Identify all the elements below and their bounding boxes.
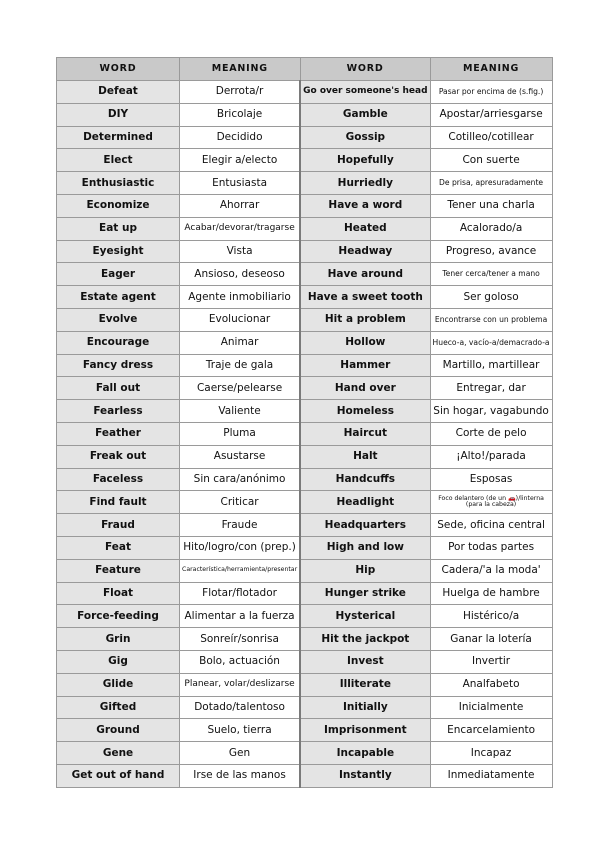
word-left-cell: Gig [57, 650, 180, 673]
word-right-cell: Hip [300, 559, 430, 582]
word-left-cell: Gene [57, 742, 180, 765]
meaning-right-cell: ¡Alto!/parada [430, 445, 552, 468]
table-row [57, 286, 553, 309]
meaning-right-cell: Esposas [430, 468, 552, 491]
word-left-cell: Eyesight [57, 240, 180, 263]
meaning-right-cell: Con suerte [430, 149, 552, 172]
word-right-cell: Hopefully [300, 149, 430, 172]
meaning-left-cell: Traje de gala [180, 354, 301, 377]
word-left-cell: Glide [57, 673, 180, 696]
word-right-cell: Hammer [300, 354, 430, 377]
meaning-right-cell: Martillo, martillear [430, 354, 552, 377]
meaning-right-cell: Sede, oficina central [430, 514, 552, 537]
meaning-left-cell: Ahorrar [180, 194, 301, 217]
meaning-left-cell: Decidido [180, 126, 301, 149]
table-row [57, 172, 553, 195]
word-right-cell: High and low [300, 536, 430, 559]
meaning-left-cell: Pluma [180, 422, 301, 445]
word-right-cell: Gamble [300, 103, 430, 126]
table-row [57, 605, 553, 628]
word-left-cell: Enthusiastic [57, 172, 180, 195]
meaning-right-cell: Encarcelamiento [430, 719, 552, 742]
table-row [57, 126, 553, 149]
meaning-left-cell: Dotado/talentoso [180, 696, 301, 719]
meaning-right-cell: Invertir [430, 650, 552, 673]
header-word-left: WORD [57, 58, 180, 81]
word-right-cell: Headquarters [300, 514, 430, 537]
meaning-left-cell: Criticar [180, 491, 301, 514]
meaning-right-cell: Sin hogar, vagabundo [430, 400, 552, 423]
meaning-right-cell: Histérico/a [430, 605, 552, 628]
meaning-right-cell: Analfabeto [430, 673, 552, 696]
meaning-right-cell: Incapaz [430, 742, 552, 765]
word-left-cell: Determined [57, 126, 180, 149]
word-right-cell: Invest [300, 650, 430, 673]
meaning-right-cell: Progreso, avance [430, 240, 552, 263]
meaning-right-cell: Acalorado/a [430, 217, 552, 240]
word-right-cell: Have a sweet tooth [300, 286, 430, 309]
meaning-right-cell: Corte de pelo [430, 422, 552, 445]
meaning-left-cell: Bolo, actuación [180, 650, 301, 673]
meaning-right-cell: Tener cerca/tener a mano [430, 263, 552, 286]
table-row [57, 696, 553, 719]
meaning-right-cell: Inmediatamente [430, 764, 552, 787]
meaning-left-cell: Sin cara/anónimo [180, 468, 301, 491]
meaning-left-cell: Derrota/r [180, 81, 301, 104]
meaning-right-cell: Ser goloso [430, 286, 552, 309]
word-left-cell: Eat up [57, 217, 180, 240]
word-left-cell: Economize [57, 194, 180, 217]
word-right-cell: Hit a problem [300, 308, 430, 331]
word-left-cell: Defeat [57, 81, 180, 104]
meaning-left-cell: Acabar/devorar/tragarse [180, 217, 301, 240]
word-left-cell: Freak out [57, 445, 180, 468]
word-right-cell: Instantly [300, 764, 430, 787]
table-row [57, 650, 553, 673]
word-left-cell: Fancy dress [57, 354, 180, 377]
meaning-left-cell: Característica/herramienta/presentar [180, 559, 301, 582]
table-row [57, 308, 553, 331]
meaning-left-cell: Animar [180, 331, 301, 354]
word-left-cell: Feather [57, 422, 180, 445]
meaning-left-cell: Asustarse [180, 445, 301, 468]
word-right-cell: Gossip [300, 126, 430, 149]
meaning-right-cell: Hueco-a, vacío-a/demacrado-a [430, 331, 552, 354]
word-left-cell: Fearless [57, 400, 180, 423]
meaning-right-cell: Foco delantero (de un 🚗)/linterna (para la cabeza) [430, 491, 552, 514]
header-row [57, 58, 553, 81]
word-right-cell: Go over someone's head [300, 81, 430, 104]
word-left-cell: Faceless [57, 468, 180, 491]
header-word-right: WORD [300, 58, 430, 81]
meaning-right-cell: Entregar, dar [430, 377, 552, 400]
header-meaning-right: MEANING [430, 58, 552, 81]
meaning-left-cell: Elegir a/electo [180, 149, 301, 172]
word-right-cell: Haircut [300, 422, 430, 445]
word-left-cell: Fraud [57, 514, 180, 537]
word-right-cell: Heated [300, 217, 430, 240]
word-left-cell: Ground [57, 719, 180, 742]
meaning-left-cell: Suelo, tierra [180, 719, 301, 742]
vocabulary-rows [57, 81, 553, 788]
word-right-cell: Hand over [300, 377, 430, 400]
word-right-cell: Hysterical [300, 605, 430, 628]
table-row [57, 354, 553, 377]
meaning-right-cell: Tener una charla [430, 194, 552, 217]
meaning-right-cell: Encontrarse con un problema [430, 308, 552, 331]
table-row [57, 628, 553, 651]
vocabulary-table [56, 57, 553, 788]
word-left-cell: Eager [57, 263, 180, 286]
table-row [57, 422, 553, 445]
meaning-left-cell: Planear, volar/deslizarse [180, 673, 301, 696]
table-row [57, 81, 553, 104]
word-right-cell: Initially [300, 696, 430, 719]
table-row [57, 582, 553, 605]
word-left-cell: Elect [57, 149, 180, 172]
word-left-cell: Evolve [57, 308, 180, 331]
table-row [57, 194, 553, 217]
table-row [57, 559, 553, 582]
table-row [57, 468, 553, 491]
word-right-cell: Incapable [300, 742, 430, 765]
word-left-cell: Encourage [57, 331, 180, 354]
table-row [57, 719, 553, 742]
word-left-cell: Float [57, 582, 180, 605]
meaning-left-cell: Fraude [180, 514, 301, 537]
word-left-cell: Grin [57, 628, 180, 651]
word-left-cell: Feat [57, 536, 180, 559]
word-left-cell: DIY [57, 103, 180, 126]
meaning-left-cell: Gen [180, 742, 301, 765]
meaning-left-cell: Valiente [180, 400, 301, 423]
table-row [57, 331, 553, 354]
meaning-right-cell: Cadera/'a la moda' [430, 559, 552, 582]
word-left-cell: Fall out [57, 377, 180, 400]
meaning-left-cell: Irse de las manos [180, 764, 301, 787]
table-row [57, 514, 553, 537]
table-row [57, 377, 553, 400]
table-row [57, 240, 553, 263]
meaning-right-cell: Ganar la lotería [430, 628, 552, 651]
meaning-right-cell: Por todas partes [430, 536, 552, 559]
word-right-cell: Hunger strike [300, 582, 430, 605]
word-right-cell: Hollow [300, 331, 430, 354]
word-left-cell: Feature [57, 559, 180, 582]
word-right-cell: Imprisonment [300, 719, 430, 742]
meaning-left-cell: Sonreír/sonrisa [180, 628, 301, 651]
word-right-cell: Homeless [300, 400, 430, 423]
word-left-cell: Find fault [57, 491, 180, 514]
header-meaning-left: MEANING [180, 58, 301, 81]
table-row [57, 742, 553, 765]
meaning-left-cell: Bricolaje [180, 103, 301, 126]
meaning-left-cell: Flotar/flotador [180, 582, 301, 605]
vocabulary-sheet [56, 57, 553, 788]
table-row [57, 491, 553, 514]
table-row [57, 445, 553, 468]
table-row [57, 764, 553, 787]
word-right-cell: Hurriedly [300, 172, 430, 195]
table-row [57, 400, 553, 423]
word-left-cell: Gifted [57, 696, 180, 719]
table-row [57, 217, 553, 240]
word-right-cell: Headway [300, 240, 430, 263]
word-right-cell: Have a word [300, 194, 430, 217]
meaning-left-cell: Entusiasta [180, 172, 301, 195]
meaning-left-cell: Ansioso, deseoso [180, 263, 301, 286]
table-row [57, 103, 553, 126]
meaning-right-cell: De prisa, apresuradamente [430, 172, 552, 195]
meaning-right-cell: Pasar por encima de (s.fig.) [430, 81, 552, 104]
meaning-left-cell: Hito/logro/con (prep.) [180, 536, 301, 559]
word-right-cell: Hit the jackpot [300, 628, 430, 651]
meaning-left-cell: Vista [180, 240, 301, 263]
meaning-right-cell: Apostar/arriesgarse [430, 103, 552, 126]
table-row [57, 673, 553, 696]
word-right-cell: Have around [300, 263, 430, 286]
word-left-cell: Estate agent [57, 286, 180, 309]
table-row [57, 263, 553, 286]
meaning-left-cell: Evolucionar [180, 308, 301, 331]
meaning-right-cell: Inicialmente [430, 696, 552, 719]
table-row [57, 149, 553, 172]
meaning-left-cell: Alimentar a la fuerza [180, 605, 301, 628]
word-right-cell: Handcuffs [300, 468, 430, 491]
word-right-cell: Illiterate [300, 673, 430, 696]
word-right-cell: Halt [300, 445, 430, 468]
word-right-cell: Headlight [300, 491, 430, 514]
meaning-right-cell: Huelga de hambre [430, 582, 552, 605]
word-left-cell: Force-feeding [57, 605, 180, 628]
meaning-left-cell: Agente inmobiliario [180, 286, 301, 309]
word-left-cell: Get out of hand [57, 764, 180, 787]
meaning-left-cell: Caerse/pelearse [180, 377, 301, 400]
table-row [57, 536, 553, 559]
meaning-right-cell: Cotilleo/cotillear [430, 126, 552, 149]
